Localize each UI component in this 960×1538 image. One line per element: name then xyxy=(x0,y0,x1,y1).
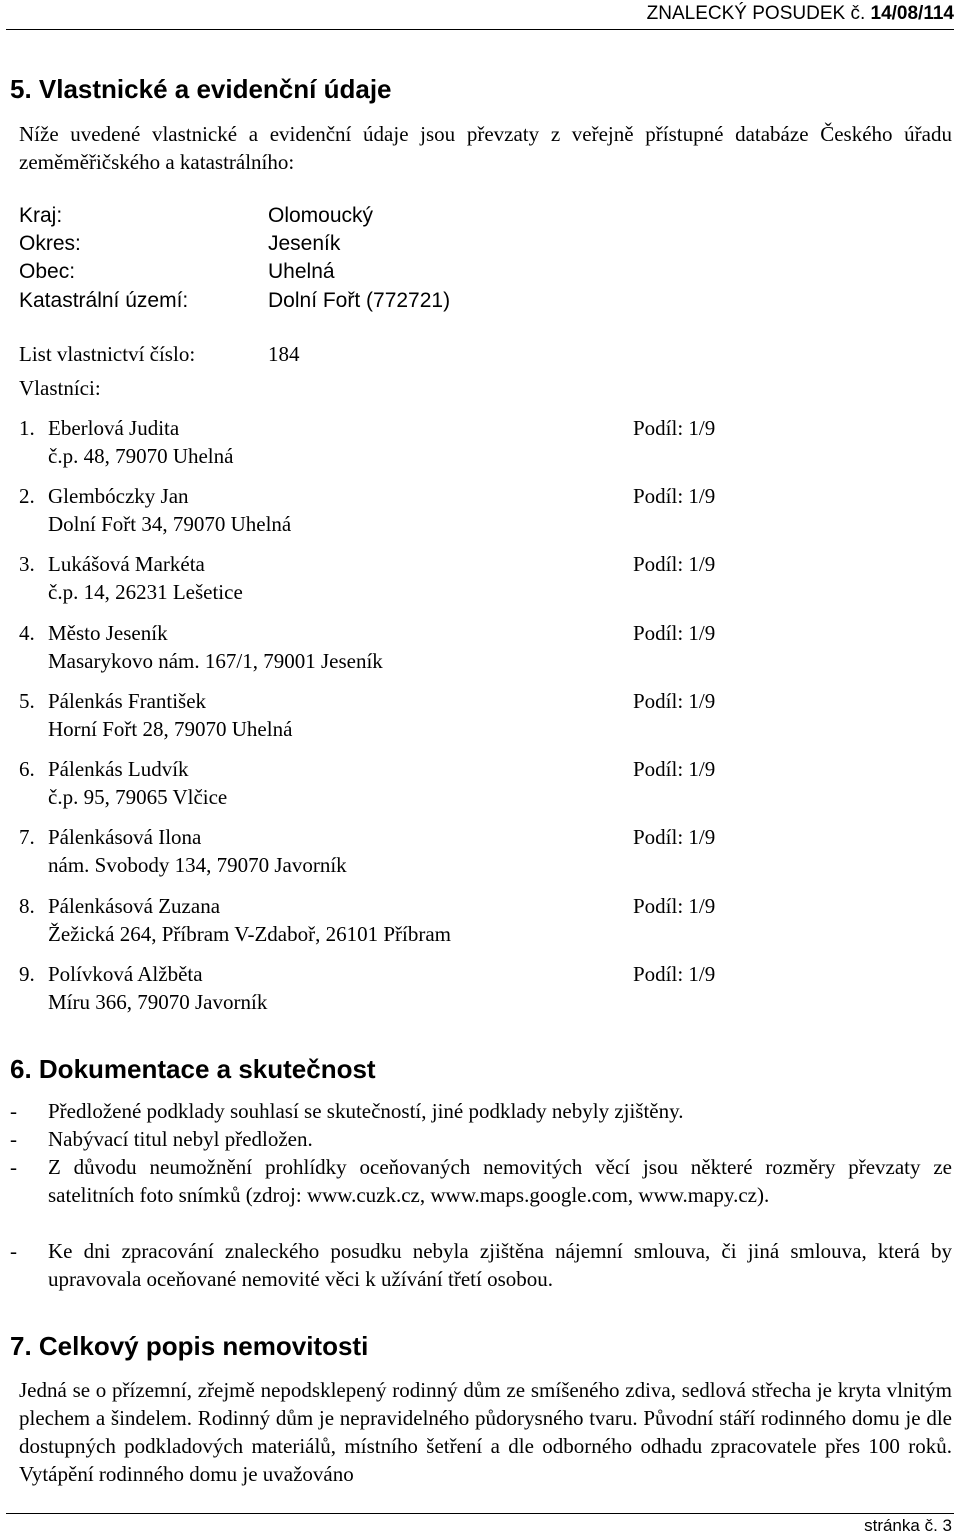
field-value: Jeseník xyxy=(268,232,341,255)
owner-address: č.p. 95, 79065 Vlčice xyxy=(48,785,228,809)
owner-share: Podíl: 1/9 xyxy=(633,825,716,849)
owner-address: č.p. 14, 26231 Lešetice xyxy=(48,580,243,604)
footer-rule xyxy=(6,1513,954,1514)
owner-share: Podíl: 1/9 xyxy=(633,621,716,645)
section-7-title: 7. Celkový popis nemovitosti xyxy=(10,1331,369,1361)
bullet-text: Ke dni zpracování znaleckého posudku nebyla zjištěna nájemní smlouva, či jiná smlouva, která by upravovala oceňované nemovité věci k užívání třetí osobou. xyxy=(48,1239,952,1291)
bullet-dash: - xyxy=(10,1099,17,1123)
owner-number: 7. xyxy=(19,825,35,849)
owner-name: Eberlová Judita xyxy=(48,416,180,440)
owner-address: nám. Svobody 134, 79070 Javorník xyxy=(48,853,347,877)
owner-number: 5. xyxy=(19,689,35,713)
field-label: Kraj: xyxy=(19,204,63,227)
bullet-text: Nabývací titul nebyl předložen. xyxy=(48,1127,313,1151)
owner-address: Dolní Fořt 34, 79070 Uhelná xyxy=(48,512,292,536)
bullet-dash: - xyxy=(10,1239,17,1263)
owner-share: Podíl: 1/9 xyxy=(633,894,716,918)
owner-address: Míru 366, 79070 Javorník xyxy=(48,990,268,1014)
list-item xyxy=(10,1237,952,1293)
owner-share: Podíl: 1/9 xyxy=(633,689,716,713)
section-5-intro: Níže uvedené vlastnické a evidenční údaje jsou převzaty z veřejně přístupné databáze Českého úřadu zeměměřičského a katastrálního: xyxy=(19,122,952,174)
owner-number: 4. xyxy=(19,621,35,645)
owner-address: Masarykovo nám. 167/1, 79001 Jeseník xyxy=(48,649,383,673)
owner-number: 8. xyxy=(19,894,35,918)
owner-name: Pálenkás Ludvík xyxy=(48,757,189,781)
bullet-dash: - xyxy=(10,1127,17,1151)
owner-share: Podíl: 1/9 xyxy=(633,757,716,781)
owner-address: Horní Fořt 28, 79070 Uhelná xyxy=(48,717,293,741)
owner-name: Glembóczky Jan xyxy=(48,484,189,508)
list-item xyxy=(10,1153,952,1209)
footer-label: stránka č. xyxy=(864,1516,938,1535)
header-rule xyxy=(6,29,954,30)
owner-name: Polívková Alžběta xyxy=(48,962,203,986)
owner-number: 9. xyxy=(19,962,35,986)
field-label: Katastrální území: xyxy=(19,289,189,312)
section-5-title: 5. Vlastnické a evidenční údaje xyxy=(10,74,392,104)
owner-number: 3. xyxy=(19,552,35,576)
list-item xyxy=(10,1097,952,1125)
lv-value: 184 xyxy=(268,342,300,366)
bullet-text: Z důvodu neumožnění prohlídky oceňovaných nemovitých věcí jsou některé rozměry převzaty ze satelitních foto snímků (zdroj: www.cuzk.cz, www.maps.google.com, www.mapy.cz). xyxy=(48,1155,952,1207)
field-value: Olomoucký xyxy=(268,204,374,227)
owners-label: Vlastníci: xyxy=(19,376,101,400)
owner-address: Žežická 264, Příbram V-Zdaboř, 26101 Příbram xyxy=(48,922,451,946)
list-item xyxy=(10,1125,952,1153)
owner-share: Podíl: 1/9 xyxy=(633,552,716,576)
owner-name: Pálenkás František xyxy=(48,689,207,713)
field-label: Okres: xyxy=(19,232,81,255)
owner-number: 1. xyxy=(19,416,35,440)
owner-name: Pálenkásová Ilona xyxy=(48,825,202,849)
section-6-title: 6. Dokumentace a skutečnost xyxy=(10,1054,376,1084)
owner-name: Lukášová Markéta xyxy=(48,552,205,576)
header-number: 14/08/114 xyxy=(870,3,954,24)
field-value: Uhelná xyxy=(268,260,335,283)
section-7-text: Jedná se o přízemní, zřejmě nepodsklepený rodinný dům ze smíšeného zdiva, sedlová střecha je kryta vlnitým plechem a šindelem. Rodinný dům je nepravidelného půdorysného tvaru. Původní stáří rodinného domu je dle dostupných podkladových materiálů, místního šetření a dle odborného odhadu zpracovatele přes 100 roků. Vytápění rodinného domu je uvažováno xyxy=(19,1378,952,1486)
owner-number: 6. xyxy=(19,757,35,781)
owner-name: Město Jeseník xyxy=(48,621,168,645)
bullet-text: Předložené podklady souhlasí se skutečností, jiné podklady nebyly zjištěny. xyxy=(48,1099,684,1123)
owner-share: Podíl: 1/9 xyxy=(633,416,716,440)
field-value: Dolní Fořt (772721) xyxy=(268,289,451,312)
owner-address: č.p. 48, 79070 Uhelná xyxy=(48,444,234,468)
page-number: 3 xyxy=(942,1516,952,1535)
owner-share: Podíl: 1/9 xyxy=(633,962,716,986)
bullet-dash: - xyxy=(10,1155,17,1179)
owner-name: Pálenkásová Zuzana xyxy=(48,894,221,918)
header-label: ZNALECKÝ POSUDEK č. xyxy=(646,3,866,24)
page-footer xyxy=(864,1516,952,1536)
field-label: Obec: xyxy=(19,260,76,283)
owner-number: 2. xyxy=(19,484,35,508)
document-header xyxy=(647,3,954,25)
owner-share: Podíl: 1/9 xyxy=(633,484,716,508)
lv-label: List vlastnictví číslo: xyxy=(19,342,196,366)
